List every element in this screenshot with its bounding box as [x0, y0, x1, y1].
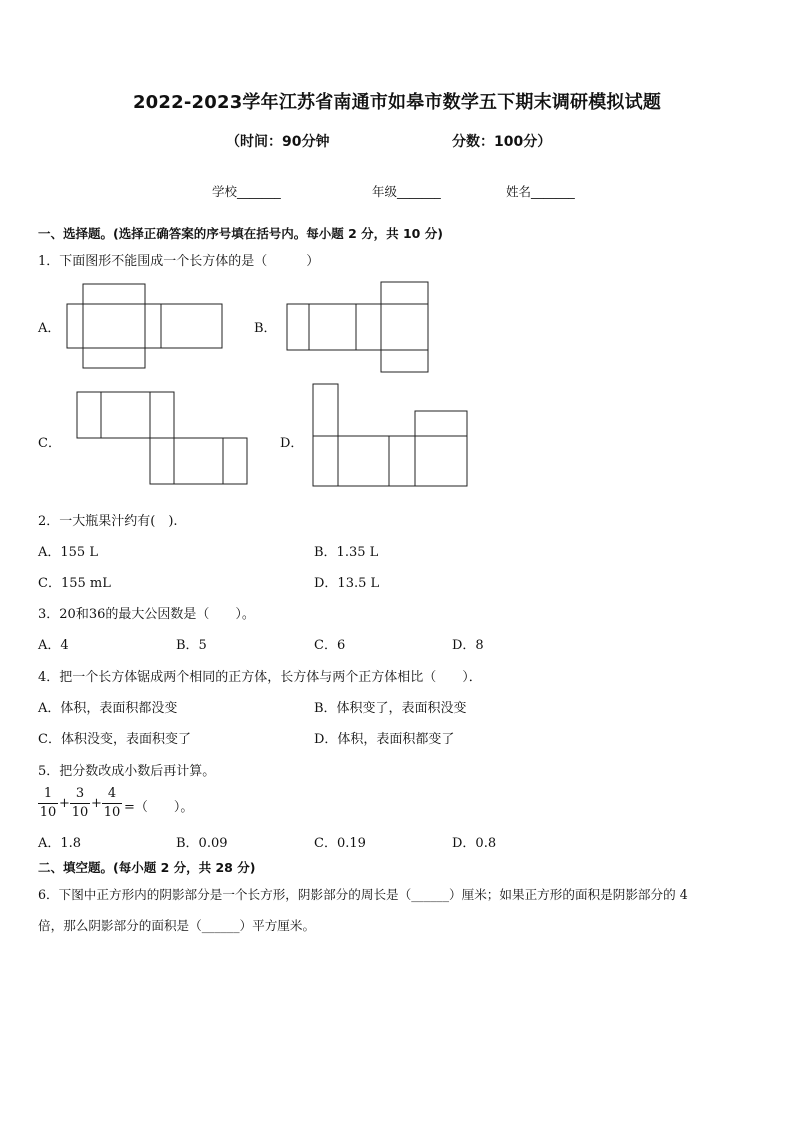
- q3-option-b: B．5: [176, 638, 207, 653]
- exam-time: （时间：90分钟: [226, 134, 330, 150]
- net-figure-a: [60, 280, 230, 372]
- fraction-1: [38, 786, 58, 821]
- question-3: 3．20和36的最大公因数是（ ）。: [38, 607, 255, 622]
- fraction-3-numerator: 4: [107, 786, 117, 801]
- school-field: 学校_______: [212, 184, 281, 199]
- question-1: 1．下面图形不能围成一个长方体的是（ ）: [38, 254, 320, 269]
- q1-label-a: A．: [38, 321, 61, 336]
- fraction-3-denominator: 10: [103, 805, 121, 820]
- page-title: 2022-2023学年江苏省南通市如皋市数学五下期末调研模拟试题: [132, 92, 662, 113]
- net-figure-d: [306, 380, 474, 490]
- q5-option-c: C．0.19: [314, 836, 366, 851]
- section-1-heading: 一、选择题。(选择正确答案的序号填在括号内。每小题 2 分，共 10 分): [38, 226, 443, 241]
- plus-sign-2: +: [91, 796, 102, 811]
- q1-label-c: C．: [38, 436, 61, 451]
- net-figure-c: [70, 388, 255, 488]
- fraction-2-denominator: 10: [71, 805, 89, 820]
- q3-option-a: A．4: [38, 638, 69, 653]
- question-5: 5．把分数改成小数后再计算。: [38, 764, 216, 779]
- name-field: 姓名_______: [506, 184, 575, 199]
- q5-option-d: D．0.8: [452, 836, 497, 851]
- equation-tail: =（ ）。: [124, 800, 194, 815]
- q5-option-b: B．0.09: [176, 836, 228, 851]
- q2-option-d: D．13.5 L: [314, 576, 380, 591]
- fraction-3: [102, 786, 122, 821]
- section-2-heading: 二、填空题。(每小题 2 分，共 28 分): [38, 860, 256, 875]
- q3-option-c: C．6: [314, 638, 346, 653]
- q2-option-c: C．155 mL: [38, 576, 111, 591]
- fraction-1-numerator: 1: [43, 786, 53, 801]
- grade-field: 年级_______: [372, 184, 441, 199]
- q5-option-a: A．1.8: [38, 836, 82, 851]
- q1-label-d: D．: [280, 436, 304, 451]
- q4-option-b: B．体积变了，表面积没变: [314, 701, 467, 716]
- question-6-line-2: 倍，那么阴影部分的面积是（______）平方厘米。: [38, 918, 316, 933]
- q4-option-c: C．体积没变，表面积变了: [38, 732, 191, 747]
- plus-sign-1: +: [59, 796, 70, 811]
- q4-option-a: A．体积，表面积都没变: [38, 701, 178, 716]
- question-6-line-1: 6．下图中正方形内的阴影部分是一个长方形，阴影部分的周长是（______）厘米；如果正方形的面积是阴影部分的 4: [38, 887, 688, 902]
- fraction-1-denominator: 10: [39, 805, 57, 820]
- q4-option-d: D．体积，表面积都变了: [314, 732, 455, 747]
- net-figure-b: [280, 278, 435, 376]
- fraction-2: [70, 786, 90, 821]
- q2-option-a: A．155 L: [38, 545, 98, 560]
- fraction-2-numerator: 3: [75, 786, 85, 801]
- q2-option-b: B．1.35 L: [314, 545, 379, 560]
- q3-option-d: D．8: [452, 638, 484, 653]
- exam-score: 分数：100分）: [452, 134, 552, 150]
- q1-label-b: B．: [254, 321, 277, 336]
- question-2: 2．一大瓶果汁约有( ).: [38, 514, 178, 529]
- question-4: 4．把一个长方体锯成两个相同的正方体，长方体与两个正方体相比（ ）．: [38, 670, 482, 685]
